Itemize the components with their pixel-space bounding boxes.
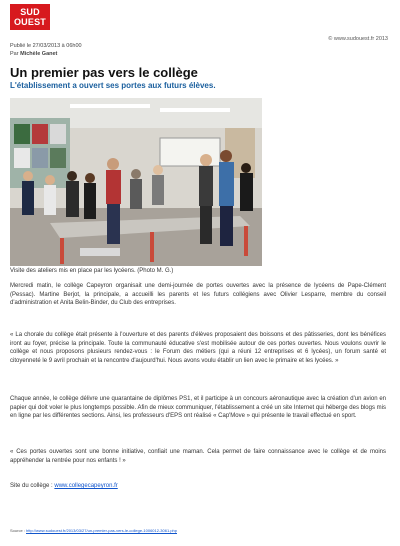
logo-line-2: OUEST	[13, 17, 46, 27]
author-name: Michèle Ganet	[20, 51, 58, 57]
article-meta	[10, 42, 82, 58]
source-label: Source :	[10, 528, 27, 533]
article-subtitle: L'établissement a ouvert ses portes aux futurs élèves.	[10, 81, 216, 90]
article-title: Un premier pas vers le collège	[10, 65, 198, 80]
site-label: Site du collège :	[10, 483, 55, 489]
logo-line-1: SUD	[20, 7, 40, 17]
article-paragraph-1: Mercredi matin, le collège Capeyron organisait une demi-journée de portes ouvertes avec la présence de lycéens de Pape-Clément (Pessac). Martine Berjot, la principale, a accueilli les parents et les futurs collégiens avec Olivier Lesparre, membre du conseil d'administration et Anita Belin-Binder, du Club des entreprises.	[10, 283, 386, 307]
college-site-link[interactable]: www.collegecapeyron.fr	[54, 483, 118, 489]
source-url-link[interactable]: http://www.sudouest.fr/2013/03/27/un-premier-pas-vers-le-college-1006012-3061.php	[26, 528, 177, 533]
college-site-line	[10, 482, 386, 491]
article-paragraph-2: « La chorale du collège était présente à l'ouverture et des parents d'élèves proposaient des boissons et des pâtisseries, dont les bénéfices iront au foyer, précise la principale. Toute la communauté éducative s'est mobilisée autour de ces portes ouvertes. Nous voulons ouvrir le collège et nous proposons plusieurs rendez-vous : le Forum des métiers (qui a réuni 12 entreprises et 6 lycées), un forum santé et citoyenneté le 9 avril prochain et la rencontre d'aujourd'hui. Nous avons voulu établir un lien avec le primaire et les lycées. »	[10, 332, 386, 364]
sud-ouest-logo[interactable]	[10, 4, 50, 30]
author-line	[10, 50, 82, 58]
article-paragraph-4: « Ces portes ouvertes sont une bonne initiative, confiait une maman. Cela permet de faire connaissance avec le collège et de moins appréhender la rentrée pour nos enfants ! »	[10, 449, 386, 464]
photo-caption: Visite des ateliers mis en place par les lycéens. (Photo M. G.)	[10, 268, 174, 274]
article-paragraph-3: Chaque année, le collège délivre une quarantaine de diplômes PS1, et il participe à un concours aéronautique avec la création d'un avion en papier qui doit voler le plus longtemps possible. Afin de mieux communiquer, l'établissement a créé un site Internet qui héberge des blogs mis en ligne par les différentes sections. Ainsi, les professeurs d'EPS ont réalisé « Cap'Move » qui présente le travail effectué en sport.	[10, 396, 386, 420]
source-line	[10, 528, 177, 533]
author-prefix: Par	[10, 51, 21, 57]
publish-date: Publié le 27/03/2013 à 06h00	[10, 43, 82, 49]
classroom-photo-illustration	[10, 98, 262, 266]
article-photo	[10, 98, 262, 266]
copyright-notice: © www.sudouest.fr 2013	[328, 36, 388, 42]
